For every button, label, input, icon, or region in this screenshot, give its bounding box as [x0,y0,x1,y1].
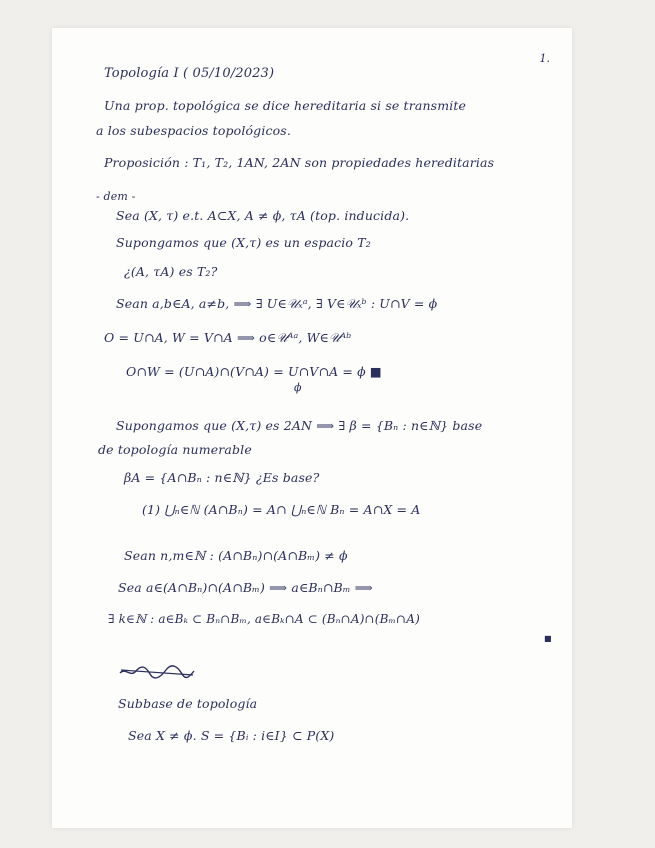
proof-line-13: ∃ k∈ℕ : a∈Bₖ ⊂ Bₙ∩Bₘ, a∈Bₖ∩A ⊂ (Bₙ∩A)∩(Bₘ∩A) [108,612,420,626]
proof-line-3: ¿(A, τA) es T₂? [124,264,218,279]
proof-line-11: Sean n,m∈ℕ : (A∩Bₙ)∩(A∩Bₘ) ≠ ϕ [124,548,348,563]
underbrace-phi: ϕ [294,381,302,394]
definition-line-2: a los subespacios topológicos. [96,123,291,138]
proof-line-10: (1) ⋃ₙ∈ℕ (A∩Bₙ) = A∩ ⋃ₙ∈ℕ Bₙ = A∩X = A [142,502,421,517]
note-title: Topología I ( 05/10/2023) [104,66,275,81]
subbase-heading: Subbase de topología [118,696,258,711]
proof-line-12: Sea a∈(A∩Bₙ)∩(A∩Bₘ) ⟹ a∈Bₙ∩Bₘ ⟹ [118,580,373,595]
proof-line-2: Supongamos que (X,τ) es un espacio T₂ [116,235,371,250]
crossed-out-word [118,664,196,680]
page-number: 1. [539,52,550,65]
proof-line-8: de topología numerable [98,442,252,457]
definition-line-1: Una prop. topológica se dice hereditaria si se transmite [104,98,467,113]
proof-line-1: Sea (X, τ) e.t. A⊂X, A ≠ ϕ, τA (top. inducida). [116,208,410,223]
qed-mark: ■ [544,634,552,643]
proof-line-9: βA = {A∩Bₙ : n∈ℕ} ¿Es base? [124,470,320,485]
proof-marker: - dem - [96,190,136,203]
notebook-page [52,28,572,828]
subbase-line: Sea X ≠ ϕ. S = {Bᵢ : i∈I} ⊂ P(X) [128,728,335,743]
proof-line-6: O∩W = (U∩A)∩(V∩A) = U∩V∩A = ϕ ■ [126,364,382,379]
proof-line-7: Supongamos que (X,τ) es 2AN ⟹ ∃ β = {Bₙ : n∈ℕ} base [116,418,483,433]
proposition-line: Proposición : T₁, T₂, 1AN, 2AN son propiedades hereditarias [104,155,495,170]
proof-line-5: O = U∩A, W = V∩A ⟹ o∈𝒰ᴬᵃ, W∈𝒰ᴬᵇ [104,330,352,345]
proof-line-4: Sean a,b∈A, a≠b, ⟹ ∃ U∈𝒰ₓᵃ, ∃ V∈𝒰ₓᵇ : U∩V = ϕ [116,296,438,311]
